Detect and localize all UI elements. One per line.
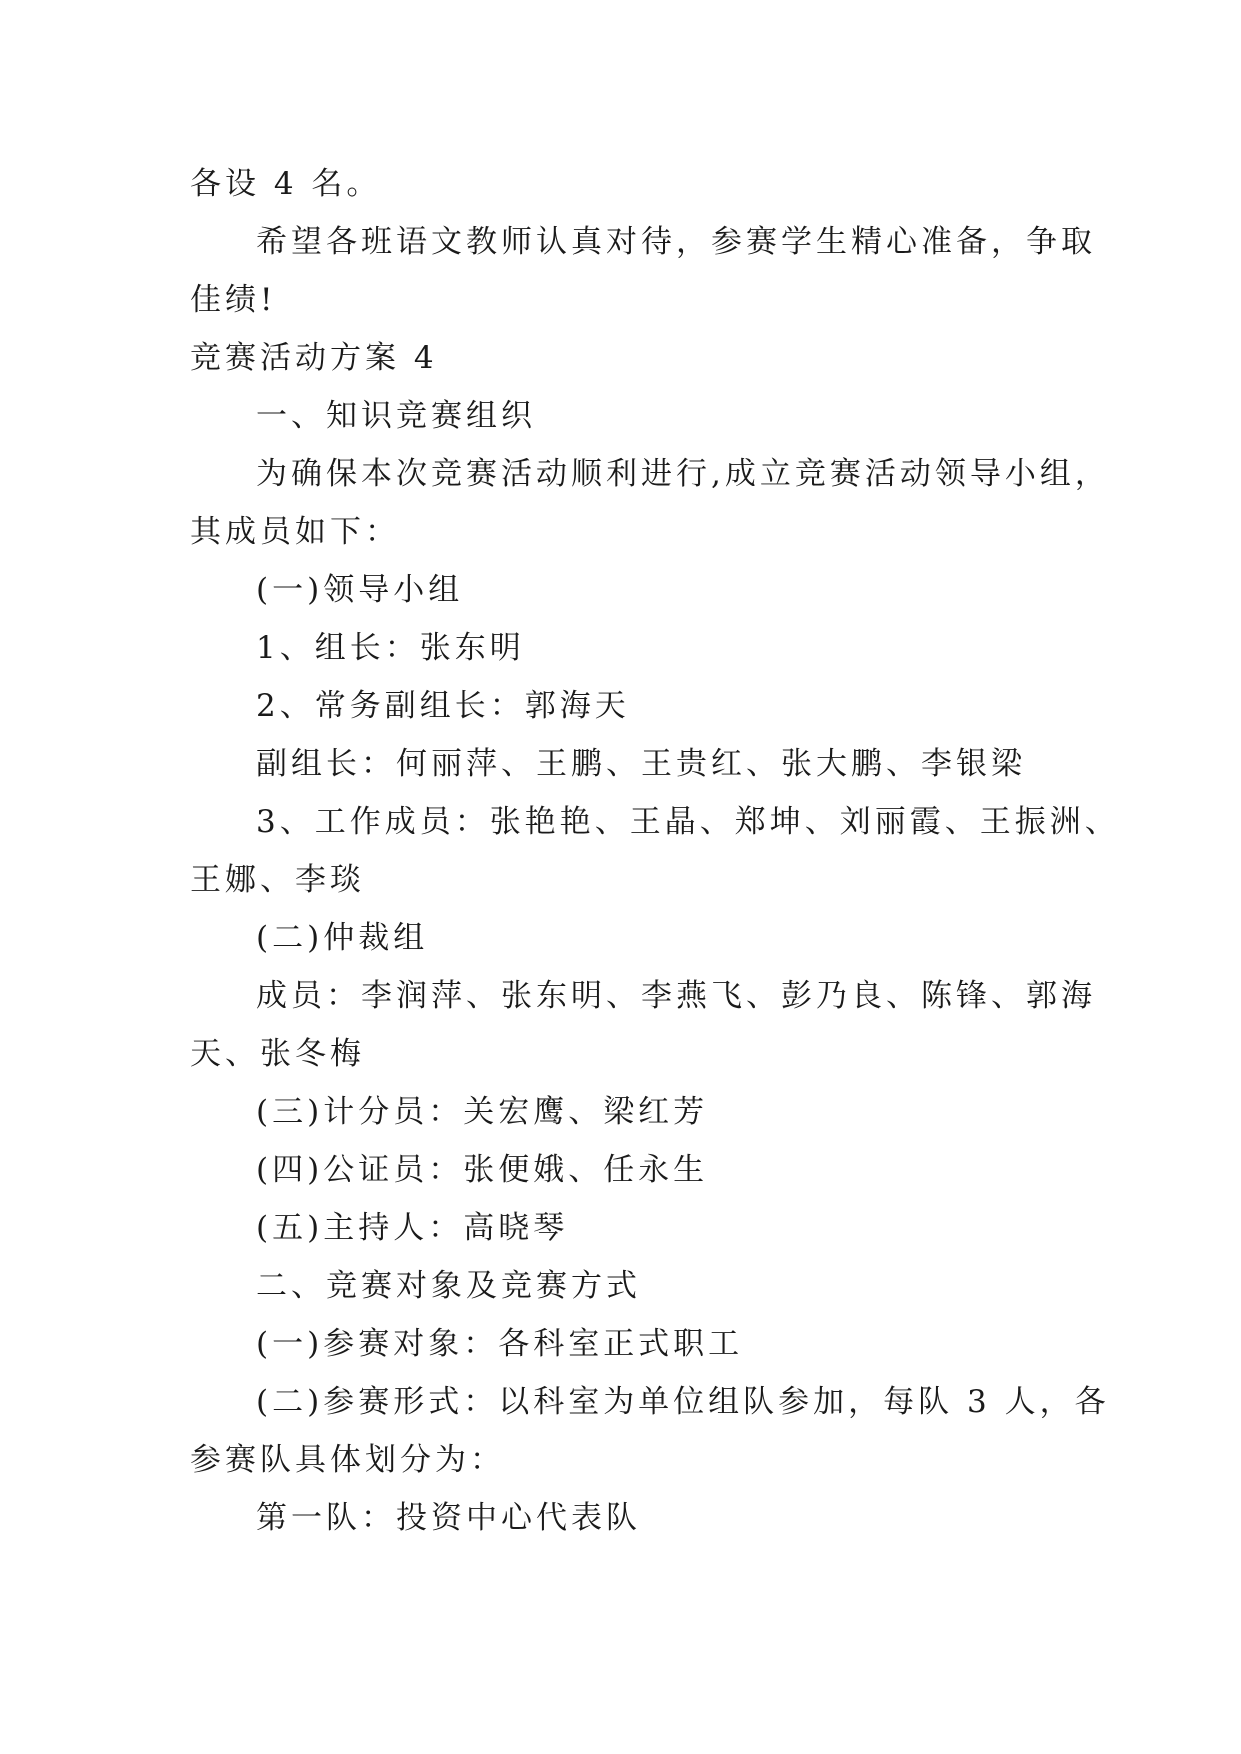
text-line-12: 3、工作成员：张艳艳、王晶、郑坤、刘丽霞、王振洲、 — [256, 804, 1120, 840]
text-line-18: (四)公证员：张便娥、任永生 — [256, 1152, 709, 1188]
text-line-9: 1、组长：张东明 — [256, 630, 525, 666]
text-line-17: (三)计分员：关宏鹰、梁红芳 — [256, 1094, 709, 1130]
text-line-23: 参赛队具体划分为： — [190, 1442, 505, 1478]
text-line-21: (一)参赛对象：各科室正式职工 — [256, 1326, 744, 1362]
text-line-15: 成员：李润萍、张东明、李燕飞、彭乃良、陈锋、郭海 — [256, 978, 1096, 1014]
text-line-10: 2、常务副组长：郭海天 — [256, 688, 630, 724]
section-heading: 竞赛活动方案 4 — [190, 340, 438, 376]
text-line-3: 佳绩! — [190, 282, 277, 318]
text-line-22: (二)参赛形式：以科室为单位组队参加，每队 3 人，各 — [256, 1384, 1110, 1420]
text-line-11: 副组长：何丽萍、王鹏、王贵红、张大鹏、李银梁 — [256, 746, 1026, 782]
text-line-24: 第一队：投资中心代表队 — [256, 1500, 641, 1536]
text-line-13: 王娜、李琰 — [190, 862, 365, 898]
text-line-19: (五)主持人：高晓琴 — [256, 1210, 569, 1246]
text-line-20: 二、竞赛对象及竞赛方式 — [256, 1268, 641, 1304]
text-line-14: (二)仲裁组 — [256, 920, 429, 956]
text-line-16: 天、张冬梅 — [190, 1036, 365, 1072]
text-line-8: (一)领导小组 — [256, 572, 464, 608]
text-line-7: 其成员如下： — [190, 514, 400, 550]
text-line-6: 为确保本次竞赛活动顺利进行,成立竞赛活动领导小组， — [256, 456, 1110, 492]
text-line-2: 希望各班语文教师认真对待，参赛学生精心准备，争取 — [256, 224, 1096, 260]
text-line-5: 一、知识竞赛组织 — [256, 398, 536, 434]
text-line-1: 各设 4 名。 — [190, 166, 382, 202]
